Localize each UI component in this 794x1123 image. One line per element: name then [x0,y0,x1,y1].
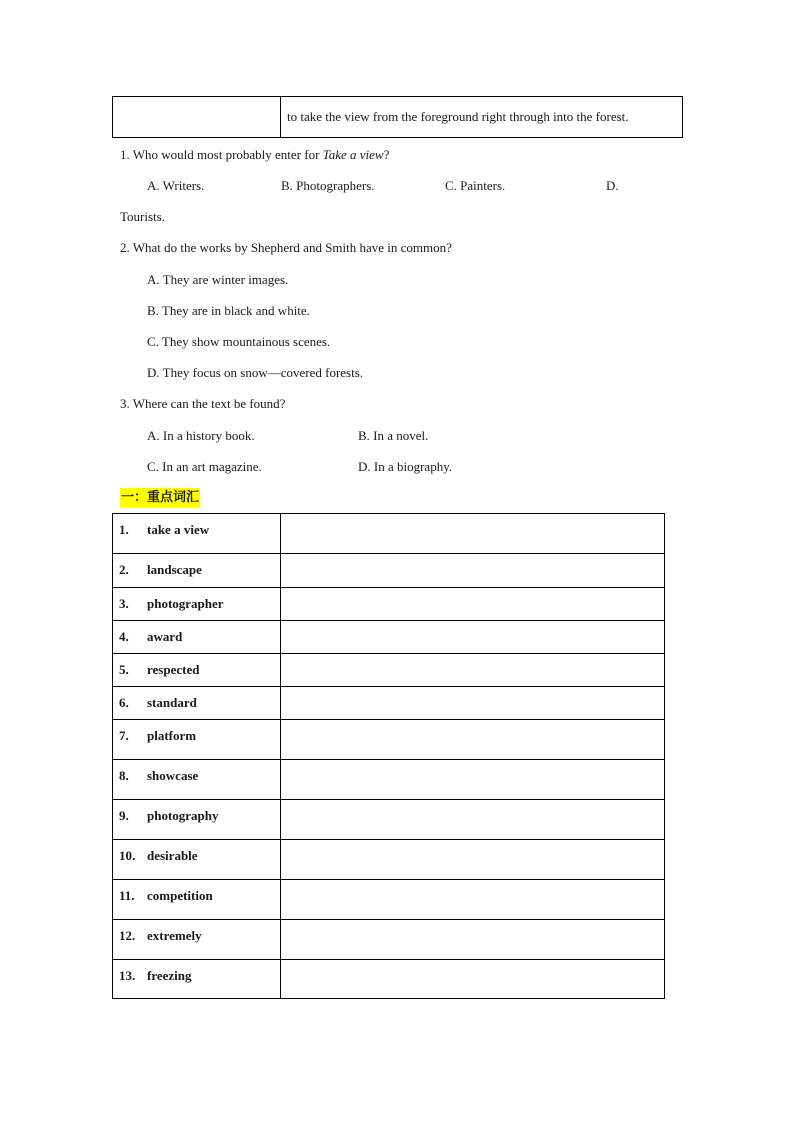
italic-title: Take a view [322,147,384,162]
vocab-word-cell: 12. extremely [113,920,281,960]
table-row [113,960,665,999]
vocab-word-cell: 5. respected [113,654,281,687]
vocab-meaning-cell[interactable] [281,514,665,554]
question-1-stem: 1. Who would most probably enter for Take a view? [120,147,390,162]
q1-option-c: C. Painters. [445,178,506,193]
q3-option-d: D. In a biography. [358,459,453,474]
table-row [113,840,665,880]
table-row [113,97,683,138]
vocab-meaning-cell[interactable] [281,720,665,760]
table-row [113,687,665,720]
vocab-word-cell: 1. take a view [113,514,281,554]
q2-option-c: C. They show mountainous scenes. [147,334,331,349]
vocab-meaning-cell[interactable] [281,588,665,621]
q1-option-d-text: Tourists. [120,209,165,224]
vocab-word-cell: 9. photography [113,800,281,840]
vocab-meaning-cell[interactable] [281,920,665,960]
q1-option-d: D. [606,178,619,193]
vocab-meaning-cell[interactable] [281,760,665,800]
q2-option-a: A. They are winter images. [147,272,289,287]
q1-option-b: B. Photographers. [281,178,375,193]
q2-option-b: B. They are in black and white. [147,303,310,318]
q2-option-d: D. They focus on snow—covered forests. [147,365,364,380]
table-row [113,554,665,588]
table-row [113,720,665,760]
vocab-meaning-cell[interactable] [281,840,665,880]
vocab-table [112,513,665,999]
vocab-meaning-cell[interactable] [281,800,665,840]
vocab-word-cell: 3. photographer [113,588,281,621]
vocab-meaning-cell[interactable] [281,960,665,999]
q3-option-a: A. In a history book. [147,428,255,443]
table-cell-empty [113,97,281,138]
vocab-word-cell: 4. award [113,621,281,654]
vocab-meaning-cell[interactable] [281,621,665,654]
vocab-meaning-cell[interactable] [281,687,665,720]
vocab-word-cell: 6. standard [113,687,281,720]
vocab-word-cell: 8. showcase [113,760,281,800]
table-row [113,588,665,621]
table-row [113,920,665,960]
vocab-word-cell: 7. platform [113,720,281,760]
table-row [113,760,665,800]
vocab-meaning-cell[interactable] [281,654,665,687]
table-row [113,621,665,654]
section-heading: 一：重点词汇 [120,488,200,508]
table-cell-text: to take the view from the foreground right through into the forest. [281,97,683,138]
table-row [113,654,665,687]
table-row [113,514,665,554]
table-row [113,800,665,840]
question-2-stem: 2. What do the works by Shepherd and Smith have in common? [120,240,452,255]
vocab-meaning-cell[interactable] [281,880,665,920]
q1-option-a: A. Writers. [147,178,205,193]
q3-option-c: C. In an art magazine. [147,459,262,474]
vocab-word-cell: 11. competition [113,880,281,920]
question-3-stem: 3. Where can the text be found? [120,396,286,411]
q3-option-b: B. In a novel. [358,428,429,443]
table-row [113,880,665,920]
vocab-word-cell: 2. landscape [113,554,281,588]
vocab-meaning-cell[interactable] [281,554,665,588]
vocab-word-cell: 10. desirable [113,840,281,880]
continuation-table [112,96,683,138]
vocab-word-cell: 13. freezing [113,960,281,999]
